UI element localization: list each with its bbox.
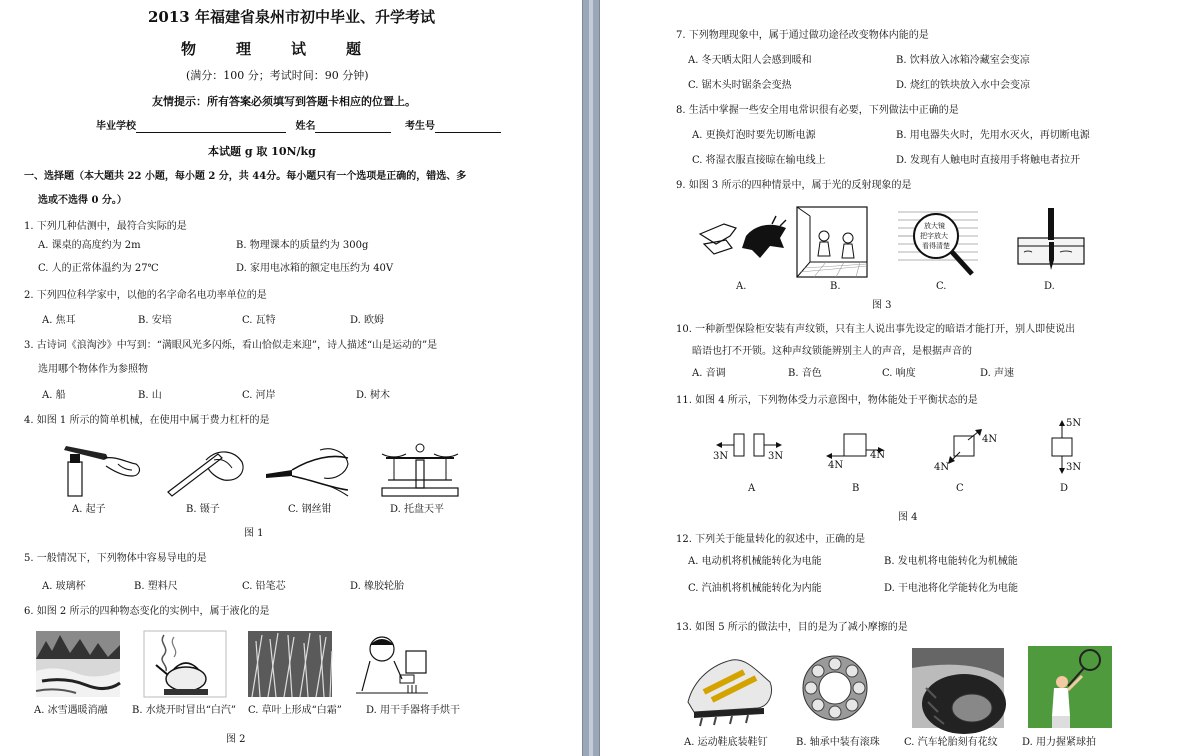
magnifier-text-2: 把字放大 bbox=[920, 232, 948, 240]
q6-option-a[interactable]: A. 冰雪遇暖消融 bbox=[34, 705, 108, 716]
q5-stem: 5. 一般情况下，下列物体中容易导电的是 bbox=[24, 553, 207, 564]
pen-in-glass-figure bbox=[1012, 206, 1090, 276]
bottle-opener-figure bbox=[56, 440, 146, 500]
right-page bbox=[600, 0, 1186, 756]
school-line[interactable] bbox=[136, 123, 286, 133]
q1-option-d[interactable]: D. 家用电冰箱的额定电压约为 40V bbox=[236, 263, 394, 274]
frost-grass-photo bbox=[248, 631, 332, 697]
q9-figure-caption: 图 3 bbox=[872, 300, 892, 311]
q9-option-c[interactable]: C. bbox=[936, 281, 947, 292]
q4-option-c[interactable]: C. 钢丝钳 bbox=[288, 504, 332, 515]
section1-line2: 选或不选得 0 分。） bbox=[38, 195, 127, 206]
wire-pliers-figure bbox=[262, 440, 354, 500]
q7-option-a[interactable]: A. 冬天晒太阳人会感到暖和 bbox=[688, 55, 812, 66]
q3-stem-line2: 选用哪个物体作为参照物 bbox=[38, 364, 148, 375]
exam-title: 2013 年福建省泉州市初中毕业、升学考试 bbox=[148, 8, 435, 26]
g-note: 本试题 g 取 10N/kg bbox=[208, 145, 316, 158]
force-c-left: 4N bbox=[934, 462, 950, 473]
q10-option-d[interactable]: D. 声速 bbox=[980, 368, 1015, 379]
vertical-scrollbar[interactable] bbox=[589, 0, 593, 756]
q4-option-b[interactable]: B. 镊子 bbox=[186, 504, 220, 515]
q11-option-b[interactable]: B bbox=[852, 483, 860, 494]
student-fields bbox=[96, 121, 501, 133]
tire-tread-photo bbox=[912, 648, 1004, 728]
q2-option-a[interactable]: A. 焦耳 bbox=[42, 315, 76, 326]
name-label: 姓名 bbox=[295, 121, 316, 132]
q13-stem: 13. 如图 5 所示的做法中，目的是为了减小摩擦的是 bbox=[676, 622, 908, 633]
q3-option-a[interactable]: A. 船 bbox=[42, 390, 66, 401]
hand-dryer-figure bbox=[352, 631, 432, 697]
q2-option-c[interactable]: C. 瓦特 bbox=[242, 315, 276, 326]
q11-option-d[interactable]: D bbox=[1060, 483, 1069, 494]
snow-melting-photo bbox=[36, 631, 120, 697]
q10-stem-line2: 暗语也打不开锁。这种声纹锁能辨别主人的声音，是根据声音的 bbox=[692, 346, 972, 357]
q1-option-b[interactable]: B. 物理课本的质量约为 300g bbox=[236, 240, 369, 251]
q13-option-d[interactable]: D. 用力握紧球拍 bbox=[1022, 737, 1097, 748]
q11-figure-caption: 图 4 bbox=[898, 512, 918, 523]
q6-option-c[interactable]: C. 草叶上形成“白霜” bbox=[248, 705, 342, 716]
force-d-bottom: 3N bbox=[1066, 462, 1082, 473]
q8-option-a[interactable]: A. 更换灯泡时要先切断电源 bbox=[692, 130, 816, 141]
q7-option-b[interactable]: B. 饮料放入冰箱冷藏室会变凉 bbox=[896, 55, 1030, 66]
ball-bearing-photo bbox=[800, 648, 870, 728]
q13-option-c[interactable]: C. 汽车轮胎刻有花纹 bbox=[904, 737, 998, 748]
q13-option-b[interactable]: B. 轴承中装有滚珠 bbox=[796, 737, 880, 748]
q1-option-a[interactable]: A. 课桌的高度约为 2m bbox=[38, 240, 141, 251]
kettle-steam-photo bbox=[144, 631, 226, 697]
q4-option-a[interactable]: A. 起子 bbox=[72, 504, 106, 515]
force-d-top: 5N bbox=[1066, 418, 1082, 429]
q12-option-d[interactable]: D. 干电池将化学能转化为电能 bbox=[884, 583, 1019, 594]
exam-info: (满分：100 分；考试时间：90 分钟) bbox=[186, 69, 369, 82]
force-a-left: 3N bbox=[713, 451, 729, 462]
friendly-notice: 友情提示：所有答案必须填写到答题卡相应的位置上。 bbox=[152, 95, 416, 108]
q6-stem: 6. 如图 2 所示的四种物态变化的实例中，属于液化的是 bbox=[24, 606, 270, 617]
magnifier-text-3: 看得清楚 bbox=[922, 242, 950, 250]
q12-option-b[interactable]: B. 发电机将电能转化为机械能 bbox=[884, 556, 1018, 567]
hand-shadow-figure bbox=[696, 214, 788, 270]
q1-option-c[interactable]: C. 人的正常体温约为 27℃ bbox=[38, 263, 159, 274]
school-label: 毕业学校 bbox=[96, 121, 136, 132]
q8-option-b[interactable]: B. 用电器失火时，先用水灭火，再切断电源 bbox=[896, 130, 1090, 141]
q11-option-c[interactable]: C bbox=[956, 483, 964, 494]
q4-stem: 4. 如图 1 所示的简单机械，在使用中属于费力杠杆的是 bbox=[24, 415, 270, 426]
q10-option-b[interactable]: B. 音色 bbox=[788, 368, 822, 379]
q5-option-d[interactable]: D. 橡胶轮胎 bbox=[350, 581, 405, 592]
q2-option-d[interactable]: D. 欧姆 bbox=[350, 315, 385, 326]
number-label: 考生号 bbox=[404, 121, 435, 132]
q10-option-c[interactable]: C. 响度 bbox=[882, 368, 916, 379]
q9-stem: 9. 如图 3 所示的四种情景中，属于光的反射现象的是 bbox=[676, 180, 912, 191]
q11-stem: 11. 如图 4 所示，下列物体受力示意图中，物体能处于平衡状态的是 bbox=[676, 395, 978, 406]
q6-option-b[interactable]: B. 水烧开时冒出“白汽” bbox=[132, 705, 236, 716]
q10-stem-line1: 10. 一种新型保险柜安装有声纹锁，只有主人说出事先设定的暗语才能打开，别人即使说出 bbox=[676, 324, 1076, 335]
q8-option-c[interactable]: C. 将湿衣服直接晾在输电线上 bbox=[692, 155, 826, 166]
tennis-player-photo bbox=[1028, 646, 1112, 728]
magnifier-figure bbox=[894, 206, 982, 280]
q7-stem: 7. 下列物理现象中，属于通过做功途径改变物体内能的是 bbox=[676, 30, 929, 41]
q3-option-b[interactable]: B. 山 bbox=[138, 390, 162, 401]
q9-option-a[interactable]: A. bbox=[736, 281, 747, 292]
q3-option-d[interactable]: D. 树木 bbox=[356, 390, 391, 401]
q6-figure-caption: 图 2 bbox=[226, 734, 246, 745]
q5-option-b[interactable]: B. 塑料尺 bbox=[134, 581, 178, 592]
q6-option-d[interactable]: D. 用干手器将手烘干 bbox=[366, 705, 461, 716]
q13-option-a[interactable]: A. 运动鞋底装鞋钉 bbox=[684, 737, 768, 748]
name-line[interactable] bbox=[315, 123, 391, 133]
q1-stem: 1. 下列几种估测中，最符合实际的是 bbox=[24, 221, 187, 232]
q2-stem: 2. 下列四位科学家中，以他的名字命名电功率单位的是 bbox=[24, 290, 267, 301]
q4-option-d[interactable]: D. 托盘天平 bbox=[390, 504, 445, 515]
q11-option-a[interactable]: A bbox=[748, 483, 756, 494]
q4-figure-caption: 图 1 bbox=[244, 528, 264, 539]
q12-option-c[interactable]: C. 汽油机将机械能转化为内能 bbox=[688, 583, 822, 594]
q12-stem: 12. 下列关于能量转化的叙述中，正确的是 bbox=[676, 534, 866, 545]
q5-option-c[interactable]: C. 铅笔芯 bbox=[242, 581, 286, 592]
q9-option-d[interactable]: D. bbox=[1044, 281, 1055, 292]
q7-option-d[interactable]: D. 烧红的铁块放入水中会变凉 bbox=[896, 80, 1031, 91]
mirror-room-figure bbox=[796, 206, 868, 278]
force-a-right: 3N bbox=[768, 451, 784, 462]
left-page bbox=[0, 0, 582, 756]
magnifier-text-1: 放大镜 bbox=[924, 222, 945, 230]
q3-stem-line1: 3. 古诗词《浪淘沙》中写到：“满眼风光多闪烁，看山恰似走来迎”，诗人描述“山是运动的”是 bbox=[24, 340, 438, 351]
q12-option-a[interactable]: A. 电动机将机械能转化为电能 bbox=[688, 556, 822, 567]
q2-option-b[interactable]: B. 安培 bbox=[138, 315, 172, 326]
q10-option-a[interactable]: A. 音调 bbox=[692, 368, 726, 379]
q8-option-d[interactable]: D. 发现有人触电时直接用手将触电者拉开 bbox=[896, 155, 1081, 166]
spiked-shoe-photo bbox=[684, 648, 776, 728]
q3-option-c[interactable]: C. 河岸 bbox=[242, 390, 276, 401]
force-b-right: 4N bbox=[870, 450, 886, 461]
q5-option-a[interactable]: A. 玻璃杯 bbox=[42, 581, 86, 592]
balance-scale-figure bbox=[378, 440, 462, 500]
q9-option-b[interactable]: B. bbox=[830, 281, 841, 292]
q7-option-c[interactable]: C. 锯木头时锯条会变热 bbox=[688, 80, 792, 91]
exam-subtitle: 物理试题 bbox=[181, 40, 402, 58]
section1-line1: 一、选择题（本大题共 22 小题，每小题 2 分，共 44分。每小题只有一个选项是正确的，错选、多 bbox=[24, 171, 467, 182]
force-b-left: 4N bbox=[828, 460, 844, 471]
force-c-right: 4N bbox=[982, 434, 998, 445]
tweezers-figure bbox=[162, 440, 248, 500]
number-line[interactable] bbox=[435, 123, 501, 133]
q8-stem: 8. 生活中掌握一些安全用电常识很有必要，下列做法中正确的是 bbox=[676, 105, 959, 116]
